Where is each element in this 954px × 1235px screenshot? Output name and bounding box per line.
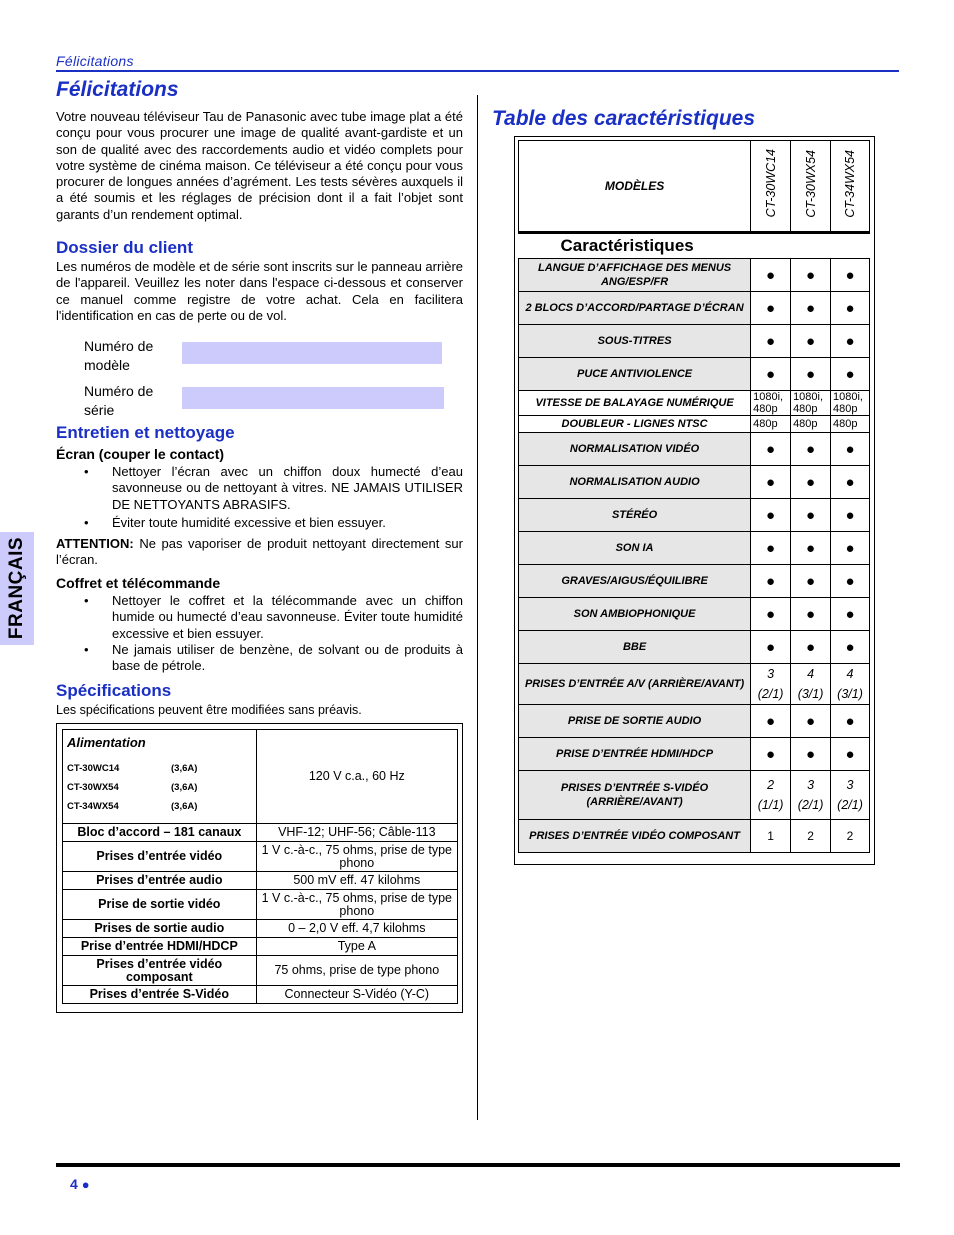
feature-dot: ● xyxy=(751,565,791,598)
feature-value: 480p xyxy=(751,416,791,433)
feature-label: PUCE ANTIVIOLENCE xyxy=(519,358,751,391)
feature-label: NORMALISATION VIDÉO xyxy=(519,433,751,466)
feature-dot: ● xyxy=(831,292,870,325)
feature-dot: ● xyxy=(791,259,831,292)
alimentation-value: 120 V c.a., 60 Hz xyxy=(256,730,457,824)
spec-value: 1 V c.-à-c., 75 ohms, prise de type phono xyxy=(256,842,457,872)
feature-label: 2 BLOCS D’ACCORD/PARTAGE D’ÉCRAN xyxy=(519,292,751,325)
feature-dot: ● xyxy=(751,325,791,358)
table-row xyxy=(519,416,870,433)
page-title: Félicitations xyxy=(56,78,179,101)
feature-value: 480p xyxy=(791,416,831,433)
feature-dot: ● xyxy=(791,499,831,532)
model-number-field[interactable] xyxy=(182,342,442,364)
feature-dot: ● xyxy=(831,259,870,292)
spec-label: Prises d’entrée vidéo composant xyxy=(63,956,257,986)
intro-paragraph: Votre nouveau téléviseur Tau de Panasonic avec tube image plat a été conçu pour vous procurer une image de qualité avant-gardiste et un son de qualité avec des raccordements audio et vidéo complets pour votre système de cinéma maison. Ce téléviseur a été conçu pour vous procurer de longues années d’agrément. Les tests sévères auxquels il a été soumis et les réglages de précision dont il a fait l’objet sont garants d’un rendement optimal. xyxy=(56,109,463,222)
feature-label: BBE xyxy=(519,631,751,664)
modeles-header: MODÈLES xyxy=(519,141,751,233)
alimentation-model-line: CT-30WX54 (3,6A) xyxy=(67,782,198,793)
model-header-1: CT-30WC14 xyxy=(751,141,791,233)
feature-dot: ● xyxy=(831,738,870,771)
feature-label: PRISE DE SORTIE AUDIO xyxy=(519,705,751,738)
list-item: • Nettoyer l’écran avec un chiffon doux humecté d’eau savonneuse ou de nettoyant à vitres. NE JAMAIS UTILISER DE NETTOYANTS ABRASIFS. xyxy=(84,464,463,512)
table-row xyxy=(519,391,870,416)
feature-dot: ● xyxy=(831,358,870,391)
section-heading-dossier: Dossier du client xyxy=(56,238,193,257)
table-row xyxy=(519,598,870,631)
feature-dot: ● xyxy=(751,705,791,738)
table-row xyxy=(519,433,870,466)
table-row xyxy=(519,292,870,325)
alimentation-cell: Alimentation CT-30WC14 (3,6A) CT-30WX54 (3,6A) CT-34WX54 (3,6A) xyxy=(63,730,257,824)
feature-dot: ● xyxy=(791,565,831,598)
feature-dot: ● xyxy=(791,358,831,391)
specifications-note: Les spécifications peuvent être modifiées sans préavis. xyxy=(56,703,362,717)
table-row xyxy=(519,358,870,391)
feature-value: 480p xyxy=(831,416,870,433)
feature-value: 3 (2/1) xyxy=(791,771,831,820)
spec-label: Bloc d’accord – 181 canaux xyxy=(63,824,257,842)
feature-label: DOUBLEUR - LIGNES NTSC xyxy=(519,416,751,433)
table-row xyxy=(519,259,870,292)
spec-value: 1 V c.-à-c., 75 ohms, prise de type phono xyxy=(256,890,457,920)
serial-number-label: Numéro de série xyxy=(84,383,154,418)
feature-dot: ● xyxy=(831,532,870,565)
attention-note: ATTENTION: Ne pas vaporiser de produit nettoyant directement sur l’écran. xyxy=(56,536,463,568)
feature-label: PRISE D’ENTRÉE HDMI/HDCP xyxy=(519,738,751,771)
table-row xyxy=(519,325,870,358)
serial-number-field[interactable] xyxy=(182,387,444,409)
table-row xyxy=(519,499,870,532)
feature-dot: ● xyxy=(751,259,791,292)
table-row xyxy=(63,890,458,920)
table-row xyxy=(519,705,870,738)
feature-dot: ● xyxy=(751,433,791,466)
feature-value: 3 (2/1) xyxy=(751,664,791,705)
feature-dot: ● xyxy=(791,532,831,565)
column-divider xyxy=(477,95,478,1120)
spec-value: Type A xyxy=(256,938,457,956)
feature-label: SON AMBIOPHONIQUE xyxy=(519,598,751,631)
feature-value: 2 xyxy=(831,820,870,853)
feature-dot: ● xyxy=(831,705,870,738)
feature-dot: ● xyxy=(751,499,791,532)
spec-label: Prises d’entrée vidéo xyxy=(63,842,257,872)
spec-label: Prise d’entrée HDMI/HDCP xyxy=(63,938,257,956)
feature-dot: ● xyxy=(751,358,791,391)
table-row xyxy=(63,938,458,956)
coffret-heading: Coffret et télécommande xyxy=(56,575,221,591)
feature-label: GRAVES/AIGUS/ÉQUILIBRE xyxy=(519,565,751,598)
spec-value: Connecteur S-Vidéo (Y-C) xyxy=(256,986,457,1004)
table-row xyxy=(519,532,870,565)
feature-value: 1080i, 480p xyxy=(791,391,831,416)
table-row xyxy=(63,872,458,890)
feature-dot: ● xyxy=(751,292,791,325)
feature-dot: ● xyxy=(831,565,870,598)
feature-dot: ● xyxy=(791,292,831,325)
feature-value: 1080i, 480p xyxy=(751,391,791,416)
feature-label: NORMALISATION AUDIO xyxy=(519,466,751,499)
spec-label: Prises d’entrée audio xyxy=(63,872,257,890)
feature-dot: ● xyxy=(751,466,791,499)
spec-value: VHF-12; UHF-56; Câble-113 xyxy=(256,824,457,842)
section-heading-entretien: Entretien et nettoyage xyxy=(56,423,235,442)
table-row xyxy=(63,842,458,872)
feature-label: SOUS-TITRES xyxy=(519,325,751,358)
header-rule xyxy=(56,70,899,72)
list-item: • Ne jamais utiliser de benzène, de solvant ou de produits à base de pétrole. xyxy=(84,642,463,674)
list-item: • Nettoyer le coffret et la télécommande avec un chiffon humide ou humecté d’eau savonneuse. Éviter toute humidité excessive et bien essuyer. xyxy=(84,593,463,641)
feature-dot: ● xyxy=(831,325,870,358)
feature-dot: ● xyxy=(831,466,870,499)
ecran-heading: Écran (couper le contact) xyxy=(56,446,225,462)
feature-value: 2 (1/1) xyxy=(751,771,791,820)
model-number-label: Numéro de modèle xyxy=(84,338,154,373)
table-row xyxy=(63,986,458,1004)
language-tab-label: FRANÇAIS xyxy=(6,536,27,640)
alimentation-model-line: CT-30WC14 (3,6A) xyxy=(67,763,198,774)
features-title: Table des caractéristiques xyxy=(492,107,756,130)
feature-value: 2 xyxy=(791,820,831,853)
dossier-paragraph: Les numéros de modèle et de série sont inscrits sur le panneau arrière de l'appareil. Veuillez les noter dans l'espace ci-dessous et conserver ce manuel comme registre de votre achat. Cela en facilitera l'identification en cas de perte ou de vol. xyxy=(56,259,463,323)
feature-dot: ● xyxy=(831,631,870,664)
running-title: Félicitations xyxy=(56,53,134,69)
feature-dot: ● xyxy=(831,433,870,466)
feature-dot: ● xyxy=(791,738,831,771)
spec-label: Prise de sortie vidéo xyxy=(63,890,257,920)
model-header-2: CT-30WX54 xyxy=(791,141,831,233)
feature-dot: ● xyxy=(751,631,791,664)
table-row xyxy=(519,631,870,664)
feature-dot: ● xyxy=(791,631,831,664)
table-row xyxy=(519,738,870,771)
feature-dot: ● xyxy=(791,466,831,499)
feature-dot: ● xyxy=(791,325,831,358)
feature-value: 4 (3/1) xyxy=(791,664,831,705)
table-row xyxy=(519,820,870,853)
feature-dot: ● xyxy=(791,705,831,738)
alimentation-model-line: CT-34WX54 (3,6A) xyxy=(67,801,198,812)
table-row xyxy=(63,956,458,986)
table-row xyxy=(63,824,458,842)
list-item: • Éviter toute humidité excessive et bien essuyer. xyxy=(84,515,386,530)
table-row xyxy=(63,920,458,938)
feature-dot: ● xyxy=(831,499,870,532)
table-row xyxy=(519,565,870,598)
feature-label: SON IA xyxy=(519,532,751,565)
footer-rule xyxy=(56,1163,900,1167)
feature-label: STÉRÉO xyxy=(519,499,751,532)
feature-label: PRISES D’ENTRÉE VIDÉO COMPOSANT xyxy=(519,820,751,853)
feature-dot: ● xyxy=(751,532,791,565)
feature-dot: ● xyxy=(791,598,831,631)
feature-label: LANGUE D’AFFICHAGE DES MENUS ANG/ESP/FR xyxy=(519,259,751,292)
table-row xyxy=(519,771,870,820)
specifications-table xyxy=(62,729,458,1004)
table-row xyxy=(519,466,870,499)
section-heading-specifications: Spécifications xyxy=(56,681,172,700)
spec-value: 500 mV eff. 47 kilohms xyxy=(256,872,457,890)
features-table xyxy=(518,140,870,853)
spec-value: 0 – 2,0 V eff. 4,7 kilohms xyxy=(256,920,457,938)
feature-value: 1 xyxy=(751,820,791,853)
table-row xyxy=(519,664,870,705)
feature-dot: ● xyxy=(791,433,831,466)
model-header-3: CT-34WX54 xyxy=(831,141,870,233)
feature-label: VITESSE DE BALAYAGE NUMÉRIQUE xyxy=(519,391,751,416)
feature-value: 1080i, 480p xyxy=(831,391,870,416)
spec-value: 75 ohms, prise de type phono xyxy=(256,956,457,986)
feature-dot: ● xyxy=(751,738,791,771)
spec-label: Prises de sortie audio xyxy=(63,920,257,938)
feature-dot: ● xyxy=(751,598,791,631)
spec-label: Prises d’entrée S-Vidéo xyxy=(63,986,257,1004)
caracteristiques-header: Caractéristiques xyxy=(519,233,870,259)
feature-label: PRISES D’ENTRÉE A/V (ARRIÈRE/AVANT) xyxy=(519,664,751,705)
feature-value: 3 (2/1) xyxy=(831,771,870,820)
feature-value: 4 (3/1) xyxy=(831,664,870,705)
feature-dot: ● xyxy=(831,598,870,631)
page-number: 4 ● xyxy=(70,1176,90,1192)
feature-label: PRISES D’ENTRÉE S-VIDÉO (ARRIÈRE/AVANT) xyxy=(519,771,751,820)
